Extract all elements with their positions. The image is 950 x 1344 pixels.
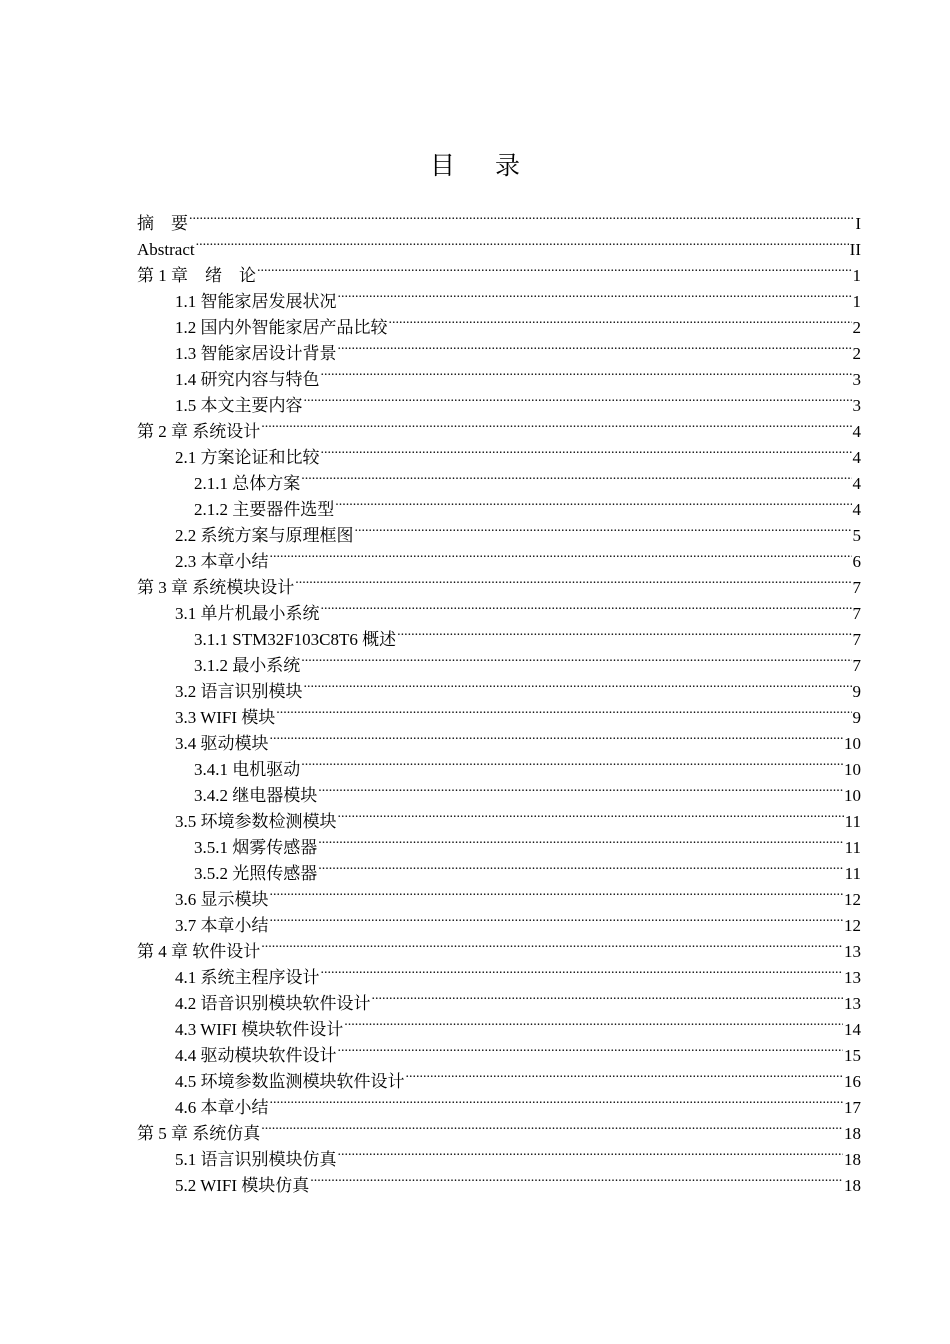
- toc-entry-page: 9: [852, 708, 861, 727]
- toc-entry-page: 7: [852, 604, 861, 623]
- toc-entry-label: 3.7 本章小结: [175, 916, 269, 935]
- toc-entry-page: 3: [852, 370, 861, 389]
- toc-leader-dots: [321, 359, 852, 385]
- toc-entry-page: 12: [844, 916, 861, 935]
- toc-entry-page: 11: [844, 838, 861, 857]
- toc-entry-page: 12: [844, 890, 861, 909]
- toc-leader-dots: [257, 255, 852, 281]
- toc-entry-label: 5.2 WIFI 模块仿真: [175, 1176, 310, 1195]
- toc-entry-page: 10: [844, 786, 861, 805]
- toc-entry-label: 3.1 单片机最小系统: [175, 604, 320, 623]
- toc-entry-label: 4.3 WIFI 模块软件设计: [175, 1020, 344, 1039]
- toc-entry-label: 4.6 本章小结: [175, 1098, 269, 1117]
- toc-entry-label: 第 3 章 系统模块设计: [137, 578, 295, 597]
- toc-entry-label: 4.1 系统主程序设计: [175, 968, 320, 987]
- toc-entry-label: 3.5.2 光照传感器: [194, 864, 318, 883]
- toc-entry-page: 15: [844, 1046, 861, 1065]
- toc-entry-page: 14: [844, 1020, 861, 1039]
- toc-leader-dots: [335, 489, 851, 515]
- toc-entry-page: 1: [852, 266, 861, 285]
- toc-leader-dots: [338, 801, 844, 827]
- toc-leader-dots: [189, 203, 854, 229]
- toc-entry-page: 4: [852, 474, 861, 493]
- toc-entry-label: 4.4 驱动模块软件设计: [175, 1046, 337, 1065]
- toc-leader-dots: [321, 593, 852, 619]
- toc-entry-label: 3.2 语言识别模块: [175, 682, 303, 701]
- toc-entry-label: 1.5 本文主要内容: [175, 396, 303, 415]
- toc-entry-label: 4.5 环境参数监测模块软件设计: [175, 1072, 405, 1091]
- toc-entry-label: Abstract: [137, 240, 195, 259]
- toc-leader-dots: [318, 827, 843, 853]
- toc-leader-dots: [270, 905, 844, 931]
- toc-leader-dots: [295, 567, 851, 593]
- page-title: 目录: [429, 151, 560, 180]
- toc-leader-dots: [196, 229, 849, 255]
- toc-entry-label: 3.1.1 STM32F103C8T6 概述: [194, 630, 397, 649]
- toc-entry-page: 7: [852, 630, 861, 649]
- toc-entry[interactable]: [137, 255, 861, 285]
- toc-leader-dots: [276, 697, 851, 723]
- toc-entry-page: 5: [852, 526, 861, 545]
- toc-leader-dots: [301, 463, 851, 489]
- toc-leader-dots: [338, 1035, 844, 1061]
- toc-entry-page: 3: [852, 396, 861, 415]
- toc-entry-page: I: [855, 214, 861, 233]
- toc-entry-page: 10: [844, 734, 861, 753]
- toc-entry-page: 18: [844, 1150, 861, 1169]
- toc-entry-page: 2: [852, 344, 861, 363]
- toc-entry-page: 7: [852, 578, 861, 597]
- toc-entry-label: 3.4.1 电机驱动: [194, 760, 301, 779]
- toc-entry-page: 2: [852, 318, 861, 337]
- toc-entry-page: 4: [852, 500, 861, 519]
- toc-leader-dots: [406, 1061, 844, 1087]
- toc-leader-dots: [338, 281, 852, 307]
- toc-entry-label: 2.3 本章小结: [175, 552, 269, 571]
- toc-entry[interactable]: [137, 229, 861, 259]
- toc-entry-label: 第 1 章 绪 论: [137, 266, 256, 285]
- toc-leader-dots: [261, 1113, 843, 1139]
- toc-entry-page: 4: [852, 448, 861, 467]
- toc-entry-label: 1.4 研究内容与特色: [175, 370, 320, 389]
- toc-leader-dots: [270, 879, 844, 905]
- toc-leader-dots: [389, 307, 852, 333]
- toc-entry-page: 13: [844, 942, 861, 961]
- toc-entry-label: 3.4.2 继电器模块: [194, 786, 318, 805]
- toc-entry-label: 1.3 智能家居设计背景: [175, 344, 337, 363]
- toc-entry-label: 3.4 驱动模块: [175, 734, 269, 753]
- toc-leader-dots: [321, 957, 844, 983]
- toc-entry-page: 11: [844, 812, 861, 831]
- toc-leader-dots: [270, 541, 852, 567]
- toc-entry-label: 第 5 章 系统仿真: [137, 1124, 261, 1143]
- toc-leader-dots: [397, 619, 851, 645]
- toc-entry-label: 摘 要: [137, 214, 188, 233]
- toc-entry-page: 4: [852, 422, 861, 441]
- toc-leader-dots: [301, 749, 843, 775]
- toc-entry-label: 5.1 语言识别模块仿真: [175, 1150, 337, 1169]
- toc-entry-page: II: [849, 240, 861, 259]
- table-of-contents: [137, 203, 861, 1195]
- toc-leader-dots: [372, 983, 844, 1009]
- toc-entry-page: 18: [844, 1124, 861, 1143]
- toc-entry-page: 18: [844, 1176, 861, 1195]
- toc-leader-dots: [355, 515, 852, 541]
- toc-entry-label: 4.2 语音识别模块软件设计: [175, 994, 371, 1013]
- toc-entry-label: 3.1.2 最小系统: [194, 656, 301, 675]
- toc-leader-dots: [344, 1009, 843, 1035]
- toc-entry-label: 1.1 智能家居发展状况: [175, 292, 337, 311]
- toc-leader-dots: [261, 931, 843, 957]
- toc-leader-dots: [338, 333, 852, 359]
- toc-leader-dots: [318, 775, 843, 801]
- toc-leader-dots: [261, 411, 851, 437]
- toc-entry[interactable]: [137, 203, 861, 233]
- toc-entry-label: 2.1.2 主要器件选型: [194, 500, 335, 519]
- toc-leader-dots: [301, 645, 851, 671]
- toc-leader-dots: [318, 853, 843, 879]
- toc-entry-label: 2.2 系统方案与原理框图: [175, 526, 354, 545]
- toc-leader-dots: [338, 1139, 844, 1165]
- toc-entry-label: 3.3 WIFI 模块: [175, 708, 276, 727]
- toc-entry-page: 9: [852, 682, 861, 701]
- toc-entry-label: 1.2 国内外智能家居产品比较: [175, 318, 388, 337]
- toc-leader-dots: [321, 437, 852, 463]
- toc-entry-page: 7: [852, 656, 861, 675]
- toc-entry-page: 16: [844, 1072, 861, 1091]
- toc-entry-page: 10: [844, 760, 861, 779]
- toc-entry-page: 17: [844, 1098, 861, 1117]
- toc-entry-page: 13: [844, 968, 861, 987]
- toc-leader-dots: [270, 723, 844, 749]
- toc-entry-label: 2.1 方案论证和比较: [175, 448, 320, 467]
- toc-entry-page: 6: [852, 552, 861, 571]
- toc-entry-label: 3.5.1 烟雾传感器: [194, 838, 318, 857]
- toc-entry-page: 1: [852, 292, 861, 311]
- toc-entry-page: 11: [844, 864, 861, 883]
- toc-entry-label: 第 2 章 系统设计: [137, 422, 261, 441]
- toc-entry-label: 2.1.1 总体方案: [194, 474, 301, 493]
- toc-entry-page: 13: [844, 994, 861, 1013]
- toc-leader-dots: [304, 385, 852, 411]
- toc-entry-label: 第 4 章 软件设计: [137, 942, 261, 961]
- toc-leader-dots: [310, 1165, 843, 1191]
- toc-leader-dots: [304, 671, 852, 697]
- toc-entry-label: 3.6 显示模块: [175, 890, 269, 909]
- toc-entry-label: 3.5 环境参数检测模块: [175, 812, 337, 831]
- toc-leader-dots: [270, 1087, 844, 1113]
